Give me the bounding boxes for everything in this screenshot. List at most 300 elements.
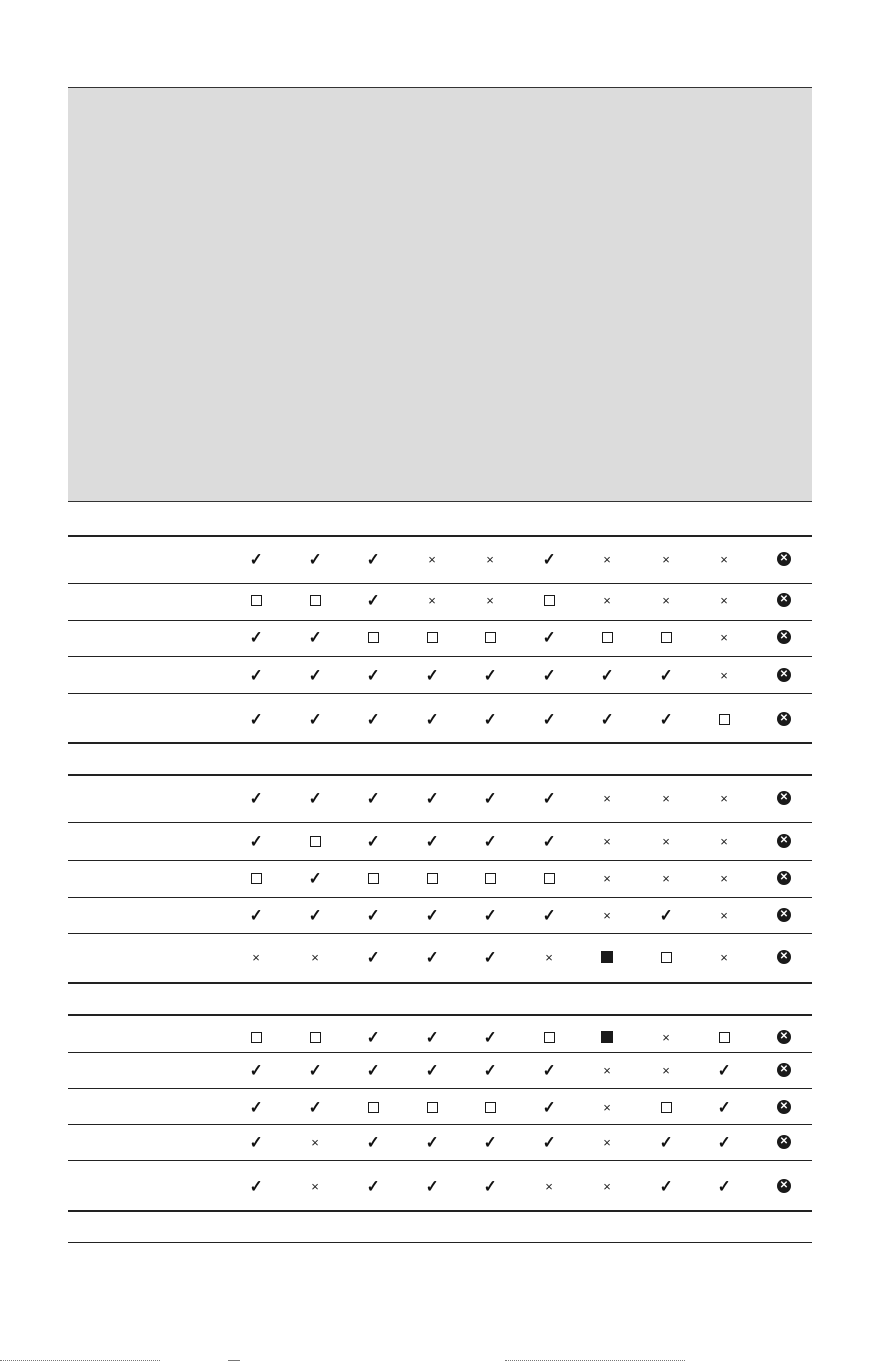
empty-square-icon — [719, 1032, 730, 1043]
empty-square-icon — [661, 1102, 672, 1113]
matrix-cell — [300, 549, 330, 569]
matrix-cell — [592, 1027, 622, 1047]
matrix-cell — [475, 1060, 505, 1080]
check-icon: ✓ — [249, 1176, 263, 1196]
matrix-cell — [300, 1097, 330, 1117]
cross-icon: × — [428, 551, 436, 567]
check-icon: ✓ — [483, 905, 497, 925]
matrix-cell — [417, 1060, 447, 1080]
matrix-cell — [534, 947, 564, 967]
matrix-cell — [475, 1027, 505, 1047]
cross-icon: × — [662, 1029, 670, 1045]
check-icon: ✓ — [717, 1060, 731, 1080]
check-icon: ✓ — [308, 1097, 322, 1117]
matrix-cell — [300, 947, 330, 967]
matrix-cell — [709, 831, 739, 851]
matrix-cell — [358, 1060, 388, 1080]
check-icon: ✓ — [425, 831, 439, 851]
matrix-cell — [417, 590, 447, 610]
matrix-cell — [534, 831, 564, 851]
x-circle-icon: ✕ — [777, 871, 791, 885]
matrix-cell — [769, 549, 799, 569]
check-icon: ✓ — [366, 831, 380, 851]
matrix-cell — [300, 665, 330, 685]
table-row — [68, 1132, 812, 1152]
matrix-cell — [358, 947, 388, 967]
cross-icon: × — [720, 870, 728, 886]
matrix-cell — [534, 1097, 564, 1117]
table-row — [68, 627, 812, 647]
cross-icon: × — [720, 790, 728, 806]
matrix-cell — [241, 549, 271, 569]
matrix-cell — [651, 1097, 681, 1117]
matrix-cell — [241, 590, 271, 610]
matrix-cell — [358, 905, 388, 925]
check-icon: ✓ — [600, 709, 614, 729]
matrix-cell — [241, 788, 271, 808]
row-divider — [68, 535, 812, 537]
check-icon: ✓ — [542, 549, 556, 569]
row-label — [72, 947, 212, 967]
row-divider — [68, 774, 812, 776]
matrix-cell — [651, 947, 681, 967]
matrix-cell — [592, 868, 622, 888]
matrix-cell — [417, 665, 447, 685]
matrix-cell — [358, 1132, 388, 1152]
x-circle-icon: ✕ — [777, 1063, 791, 1077]
cross-icon: × — [662, 551, 670, 567]
check-icon: ✓ — [483, 788, 497, 808]
matrix-cell — [475, 1097, 505, 1117]
empty-square-icon — [485, 632, 496, 643]
cross-icon: × — [252, 949, 260, 965]
matrix-cell — [417, 1132, 447, 1152]
check-icon: ✓ — [483, 947, 497, 967]
matrix-cell — [709, 868, 739, 888]
empty-square-icon — [661, 632, 672, 643]
matrix-cell — [534, 868, 564, 888]
check-icon: ✓ — [366, 709, 380, 729]
matrix-cell — [475, 627, 505, 647]
check-icon: ✓ — [542, 788, 556, 808]
row-divider — [68, 693, 812, 694]
row-label — [72, 665, 212, 685]
matrix-cell — [534, 709, 564, 729]
matrix-cell — [651, 627, 681, 647]
row-divider — [68, 1160, 812, 1161]
cross-icon: × — [603, 790, 611, 806]
x-circle-icon: ✕ — [777, 593, 791, 607]
matrix-cell — [651, 1060, 681, 1080]
check-icon: ✓ — [542, 1060, 556, 1080]
section-label-row — [68, 742, 812, 774]
cross-icon: × — [428, 592, 436, 608]
matrix-cell — [592, 788, 622, 808]
table-row — [68, 788, 812, 808]
cross-icon: × — [486, 592, 494, 608]
table-row — [68, 709, 812, 729]
check-icon: ✓ — [249, 905, 263, 925]
matrix-cell — [241, 1027, 271, 1047]
matrix-cell — [417, 905, 447, 925]
matrix-cell — [592, 549, 622, 569]
check-icon: ✓ — [659, 665, 673, 685]
matrix-cell — [300, 868, 330, 888]
matrix-cell — [651, 1132, 681, 1152]
matrix-cell — [651, 709, 681, 729]
check-icon: ✓ — [425, 905, 439, 925]
section-label-row — [68, 982, 812, 1014]
table-row — [68, 831, 812, 851]
cross-icon: × — [662, 790, 670, 806]
check-icon: ✓ — [483, 665, 497, 685]
check-icon: ✓ — [249, 627, 263, 647]
check-icon: ✓ — [425, 665, 439, 685]
matrix-cell — [534, 1060, 564, 1080]
matrix-cell — [769, 665, 799, 685]
matrix-cell — [241, 1176, 271, 1196]
matrix-cell — [475, 947, 505, 967]
matrix-cell — [358, 788, 388, 808]
matrix-cell — [534, 665, 564, 685]
x-circle-icon: ✕ — [777, 950, 791, 964]
matrix-cell — [709, 1097, 739, 1117]
cross-icon: × — [486, 551, 494, 567]
check-icon: ✓ — [366, 1027, 380, 1047]
table-row — [68, 947, 812, 967]
matrix-cell — [769, 868, 799, 888]
section-label-row — [68, 503, 812, 535]
check-icon: ✓ — [308, 549, 322, 569]
check-icon: ✓ — [249, 549, 263, 569]
matrix-cell — [769, 788, 799, 808]
matrix-cell — [241, 905, 271, 925]
matrix-cell — [651, 549, 681, 569]
row-divider — [68, 1124, 812, 1125]
check-icon: ✓ — [249, 1060, 263, 1080]
matrix-cell — [241, 1097, 271, 1117]
matrix-cell — [769, 1132, 799, 1152]
x-circle-icon: ✕ — [777, 1179, 791, 1193]
empty-square-icon — [427, 1102, 438, 1113]
filled-square-icon — [601, 951, 613, 963]
row-divider — [68, 933, 812, 934]
matrix-cell — [241, 1060, 271, 1080]
check-icon: ✓ — [542, 1097, 556, 1117]
matrix-cell — [300, 905, 330, 925]
check-icon: ✓ — [659, 905, 673, 925]
matrix-cell — [241, 709, 271, 729]
row-divider — [68, 620, 812, 621]
matrix-cell — [534, 1176, 564, 1196]
cross-icon: × — [545, 1178, 553, 1194]
empty-square-icon — [251, 595, 262, 606]
check-icon: ✓ — [249, 709, 263, 729]
check-icon: ✓ — [425, 1027, 439, 1047]
matrix-cell — [358, 709, 388, 729]
check-icon: ✓ — [249, 831, 263, 851]
short-rule — [228, 1360, 240, 1361]
check-icon: ✓ — [659, 1132, 673, 1152]
matrix-cell — [475, 549, 505, 569]
matrix-cell — [592, 1132, 622, 1152]
matrix-cell — [300, 1132, 330, 1152]
check-icon: ✓ — [717, 1132, 731, 1152]
x-circle-icon: ✕ — [777, 1135, 791, 1149]
x-circle-icon: ✕ — [777, 1030, 791, 1044]
row-divider — [68, 1210, 812, 1212]
matrix-cell — [651, 905, 681, 925]
matrix-cell — [709, 627, 739, 647]
cross-icon: × — [311, 1178, 319, 1194]
matrix-cell — [592, 665, 622, 685]
matrix-cell — [358, 590, 388, 610]
empty-square-icon — [310, 1032, 321, 1043]
matrix-cell — [769, 1027, 799, 1047]
cross-icon: × — [545, 949, 553, 965]
matrix-cell — [709, 1027, 739, 1047]
matrix-cell — [592, 709, 622, 729]
matrix-cell — [534, 1027, 564, 1047]
matrix-cell — [475, 788, 505, 808]
check-icon: ✓ — [425, 709, 439, 729]
matrix-cell — [300, 831, 330, 851]
matrix-cell — [417, 868, 447, 888]
matrix-cell — [769, 627, 799, 647]
matrix-cell — [769, 709, 799, 729]
matrix-cell — [241, 947, 271, 967]
check-icon: ✓ — [717, 1176, 731, 1196]
check-icon: ✓ — [425, 947, 439, 967]
matrix-cell — [709, 709, 739, 729]
cross-icon: × — [603, 1099, 611, 1115]
matrix-cell — [358, 831, 388, 851]
cross-icon: × — [720, 949, 728, 965]
empty-square-icon — [485, 873, 496, 884]
check-icon: ✓ — [308, 788, 322, 808]
matrix-cell — [592, 1176, 622, 1196]
matrix-cell — [534, 590, 564, 610]
x-circle-icon: ✕ — [777, 834, 791, 848]
table-row — [68, 1097, 812, 1117]
table-row — [68, 1027, 812, 1047]
row-label — [72, 905, 212, 925]
empty-square-icon — [661, 952, 672, 963]
check-icon: ✓ — [542, 831, 556, 851]
matrix-cell — [241, 665, 271, 685]
x-circle-icon: ✕ — [777, 908, 791, 922]
cross-icon: × — [603, 1134, 611, 1150]
matrix-cell — [241, 1132, 271, 1152]
x-circle-icon: ✕ — [777, 1100, 791, 1114]
x-circle-icon: ✕ — [777, 552, 791, 566]
cross-icon: × — [662, 870, 670, 886]
matrix-cell — [534, 627, 564, 647]
matrix-cell — [534, 1132, 564, 1152]
row-label — [72, 627, 212, 647]
matrix-cell — [709, 1132, 739, 1152]
cross-icon: × — [720, 667, 728, 683]
cross-icon: × — [720, 907, 728, 923]
check-icon: ✓ — [717, 1097, 731, 1117]
cross-icon: × — [720, 592, 728, 608]
matrix-cell — [709, 1176, 739, 1196]
empty-square-icon — [368, 632, 379, 643]
empty-square-icon — [544, 595, 555, 606]
matrix-cell — [300, 1176, 330, 1196]
matrix-cell — [475, 1132, 505, 1152]
matrix-cell — [709, 947, 739, 967]
row-label — [72, 1027, 212, 1047]
matrix-cell — [417, 788, 447, 808]
matrix-cell — [300, 1060, 330, 1080]
matrix-cell — [592, 590, 622, 610]
x-circle-icon: ✕ — [777, 668, 791, 682]
matrix-cell — [475, 709, 505, 729]
row-label — [72, 788, 212, 808]
matrix-cell — [769, 905, 799, 925]
row-divider — [68, 583, 812, 584]
matrix-cell — [358, 1027, 388, 1047]
empty-square-icon — [427, 873, 438, 884]
check-icon: ✓ — [308, 665, 322, 685]
empty-square-icon — [251, 1032, 262, 1043]
empty-square-icon — [368, 1102, 379, 1113]
x-circle-icon: ✕ — [777, 630, 791, 644]
matrix-cell — [769, 1097, 799, 1117]
row-divider — [68, 822, 812, 823]
empty-square-icon — [368, 873, 379, 884]
cross-icon: × — [720, 629, 728, 645]
row-divider — [68, 656, 812, 657]
cross-icon: × — [720, 551, 728, 567]
matrix-cell — [417, 709, 447, 729]
matrix-cell — [651, 1176, 681, 1196]
matrix-cell — [417, 1097, 447, 1117]
matrix-cell — [651, 868, 681, 888]
x-circle-icon: ✕ — [777, 712, 791, 726]
check-icon: ✓ — [600, 665, 614, 685]
matrix-cell — [769, 831, 799, 851]
check-icon: ✓ — [483, 831, 497, 851]
matrix-cell — [417, 1176, 447, 1196]
check-icon: ✓ — [249, 1097, 263, 1117]
matrix-cell — [300, 627, 330, 647]
check-icon: ✓ — [249, 665, 263, 685]
check-icon: ✓ — [308, 1060, 322, 1080]
check-icon: ✓ — [542, 905, 556, 925]
cross-icon: × — [311, 949, 319, 965]
empty-square-icon — [485, 1102, 496, 1113]
row-label — [72, 549, 212, 569]
matrix-cell — [592, 947, 622, 967]
matrix-cell — [358, 549, 388, 569]
check-icon: ✓ — [542, 709, 556, 729]
row-label — [72, 1176, 212, 1196]
table-row — [68, 549, 812, 569]
empty-square-icon — [544, 873, 555, 884]
cross-icon: × — [662, 833, 670, 849]
matrix-cell — [769, 947, 799, 967]
matrix-cell — [651, 665, 681, 685]
check-icon: ✓ — [483, 1132, 497, 1152]
empty-square-icon — [719, 714, 730, 725]
check-icon: ✓ — [366, 1060, 380, 1080]
page-bottom-strip — [0, 1352, 883, 1362]
table-row — [68, 665, 812, 685]
row-label — [72, 831, 212, 851]
check-icon: ✓ — [249, 788, 263, 808]
check-icon: ✓ — [483, 709, 497, 729]
cross-icon: × — [603, 870, 611, 886]
matrix-cell — [651, 1027, 681, 1047]
matrix-cell — [534, 788, 564, 808]
check-icon: ✓ — [366, 590, 380, 610]
check-icon: ✓ — [366, 549, 380, 569]
row-label — [72, 590, 212, 610]
matrix-cell — [475, 868, 505, 888]
row-divider — [68, 1088, 812, 1089]
row-divider — [68, 1242, 812, 1243]
cross-icon: × — [603, 1178, 611, 1194]
matrix-cell — [651, 590, 681, 610]
row-divider — [68, 897, 812, 898]
row-divider — [68, 860, 812, 861]
x-circle-icon: ✕ — [777, 791, 791, 805]
matrix-cell — [300, 788, 330, 808]
cross-icon: × — [603, 833, 611, 849]
empty-square-icon — [310, 595, 321, 606]
check-icon: ✓ — [308, 868, 322, 888]
matrix-cell — [475, 831, 505, 851]
matrix-cell — [534, 549, 564, 569]
check-icon: ✓ — [366, 788, 380, 808]
matrix-cell — [475, 1176, 505, 1196]
matrix-cell — [651, 831, 681, 851]
matrix-cell — [358, 627, 388, 647]
matrix-cell — [475, 905, 505, 925]
check-icon: ✓ — [542, 627, 556, 647]
matrix-cell — [709, 788, 739, 808]
matrix-cell — [417, 1027, 447, 1047]
filled-square-icon — [601, 1031, 613, 1043]
check-icon: ✓ — [366, 905, 380, 925]
cross-icon: × — [603, 907, 611, 923]
matrix-cell — [592, 831, 622, 851]
cross-icon: × — [603, 1062, 611, 1078]
table-row — [68, 1060, 812, 1080]
table-row — [68, 868, 812, 888]
row-label — [72, 709, 212, 729]
matrix-cell — [417, 831, 447, 851]
check-icon: ✓ — [366, 665, 380, 685]
matrix-cell — [300, 1027, 330, 1047]
matrix-cell — [592, 1060, 622, 1080]
check-icon: ✓ — [366, 947, 380, 967]
matrix-cell — [417, 549, 447, 569]
cross-icon: × — [311, 1134, 319, 1150]
matrix-cell — [358, 868, 388, 888]
dotted-rule — [505, 1360, 685, 1361]
matrix-cell — [241, 627, 271, 647]
check-icon: ✓ — [249, 1132, 263, 1152]
matrix-cell — [769, 590, 799, 610]
row-divider — [68, 1014, 812, 1016]
check-icon: ✓ — [308, 905, 322, 925]
matrix-cell — [300, 709, 330, 729]
empty-square-icon — [251, 873, 262, 884]
table-row — [68, 1176, 812, 1196]
